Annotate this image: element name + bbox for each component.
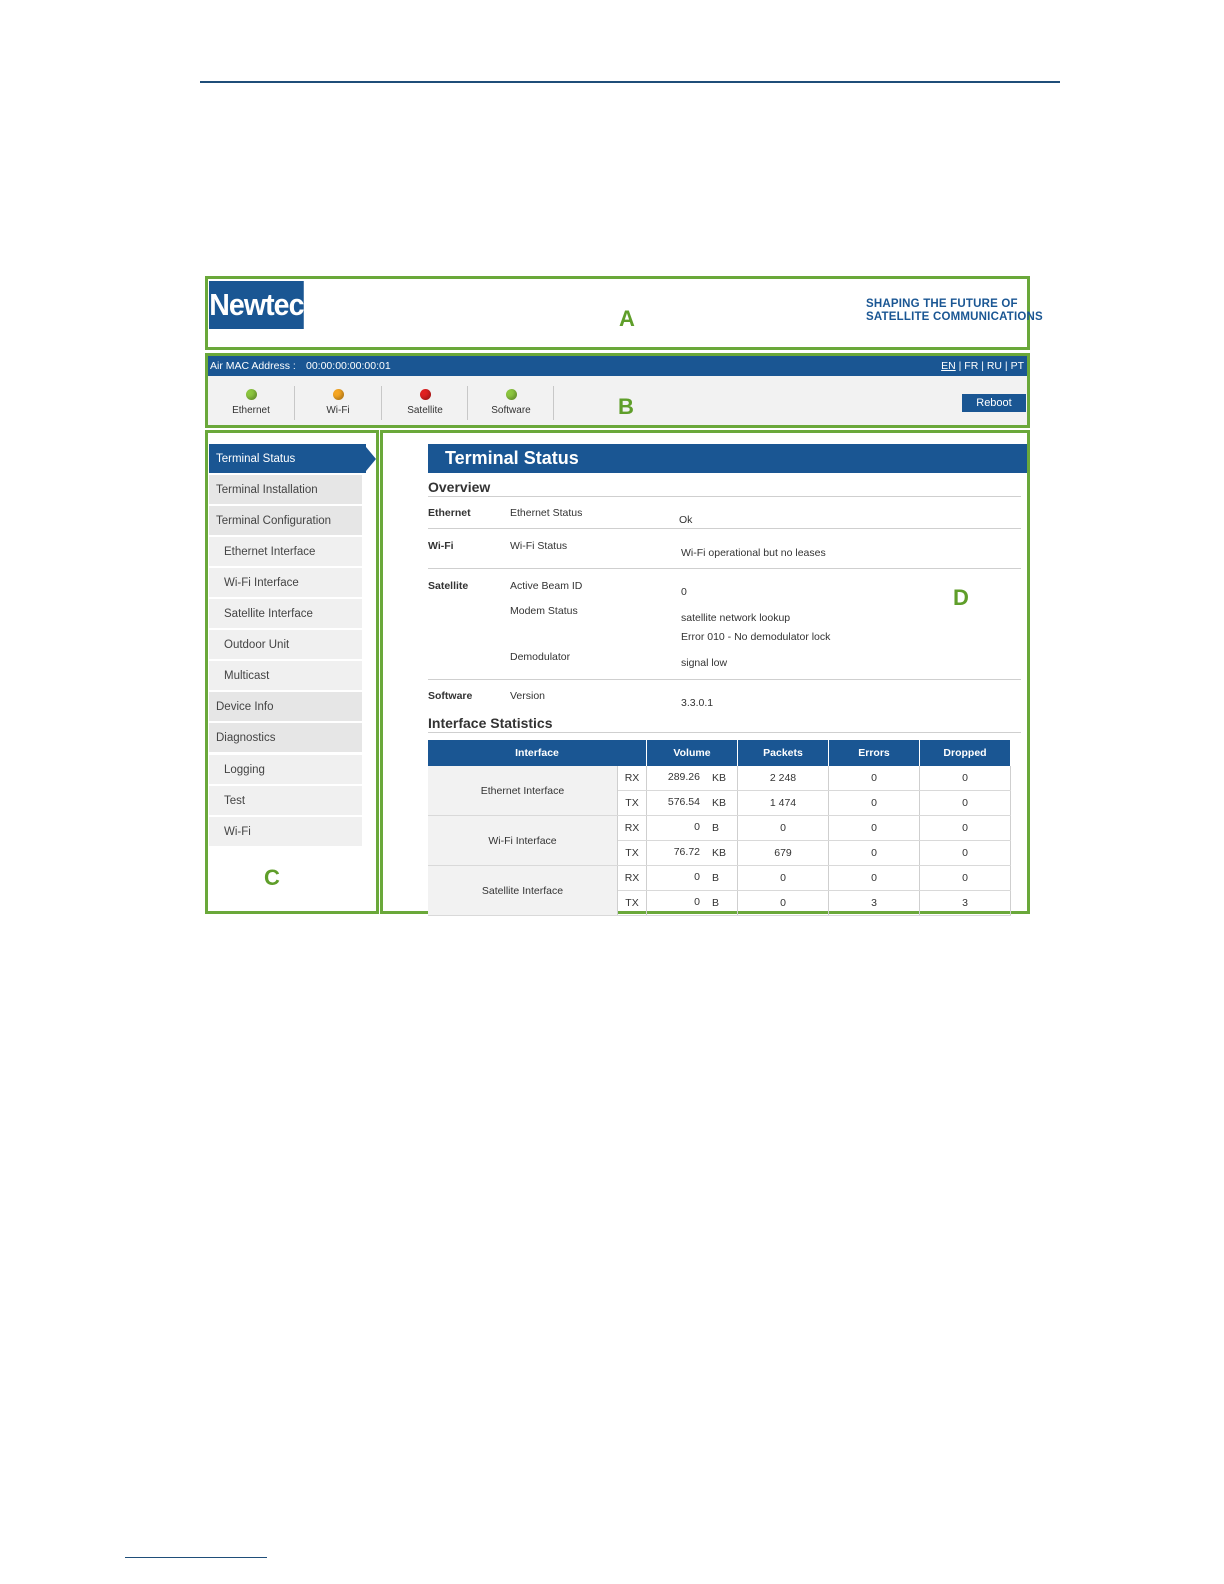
wifi-group-label: Wi-Fi: [428, 540, 454, 552]
direction-cell: TX: [618, 891, 647, 916]
wifi-indicator-label: Wi-Fi: [326, 405, 350, 416]
modem-status-value: satellite network lookup: [681, 612, 791, 624]
packets-cell: 2 248: [738, 766, 829, 791]
sidebar-item-device-info[interactable]: Device Info: [209, 692, 362, 722]
ethernet-group-label: Ethernet: [428, 507, 471, 519]
ethernet-indicator: [208, 376, 294, 425]
wifi-status-key: Wi-Fi Status: [510, 540, 568, 552]
tagline: [866, 298, 1043, 324]
volume-value: 576.54: [667, 796, 700, 808]
volume-value: 0: [694, 821, 700, 833]
packets-cell: 679: [738, 841, 829, 866]
lang-ru-link[interactable]: RU: [986, 360, 1003, 372]
volume-value: 0: [694, 896, 700, 908]
dropped-cell: 0: [920, 816, 1011, 841]
direction-cell: TX: [618, 841, 647, 866]
volume-unit: B: [712, 897, 720, 909]
sidebar-item-test[interactable]: Test: [209, 786, 362, 816]
table-row: [428, 866, 1011, 891]
ethernet-status-key: Ethernet Status: [510, 507, 583, 519]
zone-label-b: B: [618, 394, 634, 419]
active-beam-key: Active Beam ID: [510, 580, 583, 592]
errors-cell: 3: [829, 891, 920, 916]
dropped-cell: 0: [920, 766, 1011, 791]
dropped-cell: 0: [920, 866, 1011, 891]
satellite-indicator-label: Satellite: [407, 405, 443, 416]
volume-cell: [647, 891, 738, 916]
dropped-cell: 3: [920, 891, 1011, 916]
sidebar-item-logging[interactable]: Logging: [209, 755, 362, 785]
volume-unit: B: [712, 822, 720, 834]
sidebar-item-wifi-interface[interactable]: Wi-Fi Interface: [209, 568, 362, 598]
satellite-status-led-icon: [420, 389, 431, 400]
wifi-status-value: Wi-Fi operational but no leases: [681, 547, 826, 559]
zone-label-a: A: [619, 306, 635, 331]
tagline-line2: SATELLITE COMMUNICATIONS: [866, 311, 1043, 323]
volume-unit: KB: [712, 772, 727, 784]
packets-cell: 0: [738, 866, 829, 891]
volume-unit: B: [712, 872, 720, 884]
errors-cell: 0: [829, 791, 920, 816]
volume-cell: [647, 841, 738, 866]
software-status-led-icon: [506, 389, 517, 400]
direction-cell: RX: [618, 816, 647, 841]
ethernet-status-value: Ok: [679, 514, 693, 526]
modem-error-value: Error 010 - No demodulator lock: [681, 631, 831, 643]
packets-cell: 0: [738, 891, 829, 916]
ethernet-status-led-icon: [246, 389, 257, 400]
errors-cell: 0: [829, 766, 920, 791]
demodulator-value: signal low: [681, 657, 728, 669]
interface-statistics-table: [428, 740, 1011, 916]
table-header-row: [428, 740, 1011, 766]
satellite-group-label: Satellite: [428, 580, 469, 592]
ethernet-indicator-label: Ethernet: [232, 405, 270, 416]
status-divider: [553, 386, 554, 420]
reboot-button[interactable]: Reboot: [962, 394, 1026, 412]
table-row: [428, 816, 1011, 841]
sidebar-item-satellite-interface[interactable]: Satellite Interface: [209, 599, 362, 629]
zone-label-d: D: [953, 585, 969, 610]
sidebar-item-ethernet-interface[interactable]: Ethernet Interface: [209, 537, 362, 567]
demodulator-key: Demodulator: [510, 651, 571, 663]
sidebar-item-terminal-installation[interactable]: Terminal Installation: [209, 475, 362, 505]
software-indicator-label: Software: [491, 405, 531, 416]
direction-cell: RX: [618, 866, 647, 891]
tagline-line1: SHAPING THE FUTURE OF: [866, 298, 1018, 310]
volume-cell: [647, 791, 738, 816]
volume-cell: [647, 866, 738, 891]
software-indicator: [468, 376, 554, 425]
page-top-rule: [200, 81, 1060, 83]
sidebar-item-diagnostics[interactable]: Diagnostics: [209, 723, 362, 753]
interface-statistics-heading: Interface Statistics: [428, 715, 553, 731]
sidebar-item-terminal-status[interactable]: Terminal Status: [209, 444, 366, 474]
interface-name-cell: Wi-Fi Interface: [428, 816, 618, 866]
volume-unit: KB: [712, 847, 727, 859]
active-beam-value: 0: [681, 586, 687, 598]
software-group-label: Software: [428, 690, 473, 702]
satellite-indicator: [382, 376, 468, 425]
volume-cell: [647, 816, 738, 841]
wifi-indicator: [295, 376, 381, 425]
footnote-rule: [125, 1557, 267, 1558]
sidebar-item-outdoor-unit[interactable]: Outdoor Unit: [209, 630, 362, 660]
mac-address-label: Air MAC Address :: [210, 360, 296, 372]
errors-cell: 0: [829, 841, 920, 866]
dropped-cell: 0: [920, 841, 1011, 866]
interface-name-cell: Satellite Interface: [428, 866, 618, 916]
lang-fr-link[interactable]: FR: [964, 360, 979, 372]
packets-cell: 1 474: [738, 791, 829, 816]
column-header-packets: Packets: [738, 740, 829, 766]
divider: [428, 568, 1021, 569]
zone-label-c: C: [264, 865, 280, 890]
sidebar-item-terminal-configuration[interactable]: Terminal Configuration: [209, 506, 362, 536]
divider: [428, 496, 1021, 497]
modem-status-key: Modem Status: [510, 605, 578, 617]
language-selector: EN | FR | RU | PT: [941, 360, 1024, 372]
errors-cell: 0: [829, 866, 920, 891]
sidebar-item-multicast[interactable]: Multicast: [209, 661, 362, 691]
packets-cell: 0: [738, 816, 829, 841]
divider: [428, 528, 1021, 529]
lang-en-link[interactable]: EN: [941, 360, 956, 372]
table-row: [428, 766, 1011, 791]
mac-address-bar: [208, 356, 1027, 376]
column-header-interface: Interface: [428, 740, 647, 766]
dropped-cell: 0: [920, 791, 1011, 816]
wifi-status-led-icon: [333, 389, 344, 400]
volume-unit: KB: [712, 797, 727, 809]
volume-value: 289.26: [667, 771, 700, 783]
column-header-dropped: Dropped: [920, 740, 1011, 766]
divider: [428, 732, 1021, 733]
software-version-value: 3.3.0.1: [681, 697, 714, 709]
errors-cell: 0: [829, 816, 920, 841]
volume-value: 76.72: [673, 846, 700, 858]
mac-address-value: 00:00:00:00:00:01: [306, 360, 391, 372]
software-version-key: Version: [510, 690, 546, 702]
direction-cell: RX: [618, 766, 647, 791]
column-header-volume: Volume: [647, 740, 738, 766]
sidebar-item-wifi[interactable]: Wi-Fi: [209, 817, 362, 847]
newtec-logo: Newtec: [209, 281, 304, 329]
overview-heading: Overview: [428, 479, 491, 495]
volume-value: 0: [694, 871, 700, 883]
direction-cell: TX: [618, 791, 647, 816]
divider: [428, 679, 1021, 680]
column-header-errors: Errors: [829, 740, 920, 766]
page-title: Terminal Status: [428, 444, 1027, 473]
volume-cell: [647, 766, 738, 791]
interface-name-cell: Ethernet Interface: [428, 766, 618, 816]
lang-pt-link[interactable]: PT: [1010, 360, 1024, 372]
